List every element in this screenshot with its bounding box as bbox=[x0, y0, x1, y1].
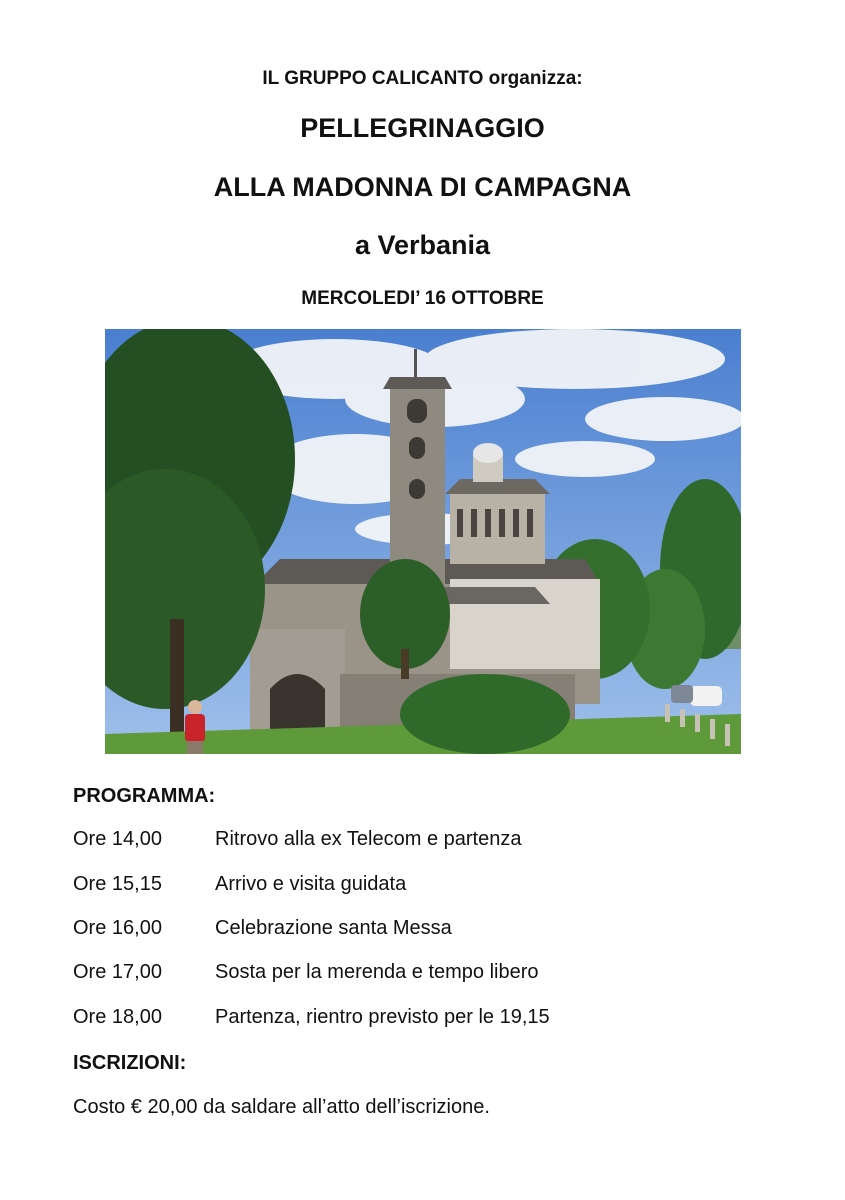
schedule-time: Ore 16,00 bbox=[73, 917, 162, 939]
event-date: MERCOLEDI’ 16 OTTOBRE bbox=[301, 288, 544, 309]
title-line-3: a Verbania bbox=[354, 230, 491, 260]
schedule-time: Ore 15,15 bbox=[73, 873, 162, 895]
schedule-description: Partenza, rientro previsto per le 19,15 bbox=[215, 1006, 550, 1028]
schedule-time: Ore 17,00 bbox=[73, 961, 162, 983]
schedule-description: Arrivo e visita guidata bbox=[215, 873, 407, 895]
schedule-time: Ore 14,00 bbox=[73, 828, 162, 850]
cost-text: Costo € 20,00 da saldare all’atto dell’iscrizione. bbox=[73, 1096, 490, 1118]
title-line-1: PELLEGRINAGGIO bbox=[300, 113, 545, 143]
organizer-line: IL GRUPPO CALICANTO organizza: bbox=[262, 68, 583, 89]
schedule-time: Ore 18,00 bbox=[73, 1006, 162, 1028]
title-line-2: ALLA MADONNA DI CAMPAGNA bbox=[213, 172, 632, 202]
schedule-description: Sosta per la merenda e tempo libero bbox=[215, 961, 539, 983]
church-photo bbox=[105, 329, 741, 754]
programma-heading: PROGRAMMA: bbox=[73, 785, 216, 807]
iscrizioni-heading: ISCRIZIONI: bbox=[73, 1052, 187, 1074]
schedule-description: Celebrazione santa Messa bbox=[215, 917, 452, 939]
schedule-description: Ritrovo alla ex Telecom e partenza bbox=[215, 828, 522, 850]
